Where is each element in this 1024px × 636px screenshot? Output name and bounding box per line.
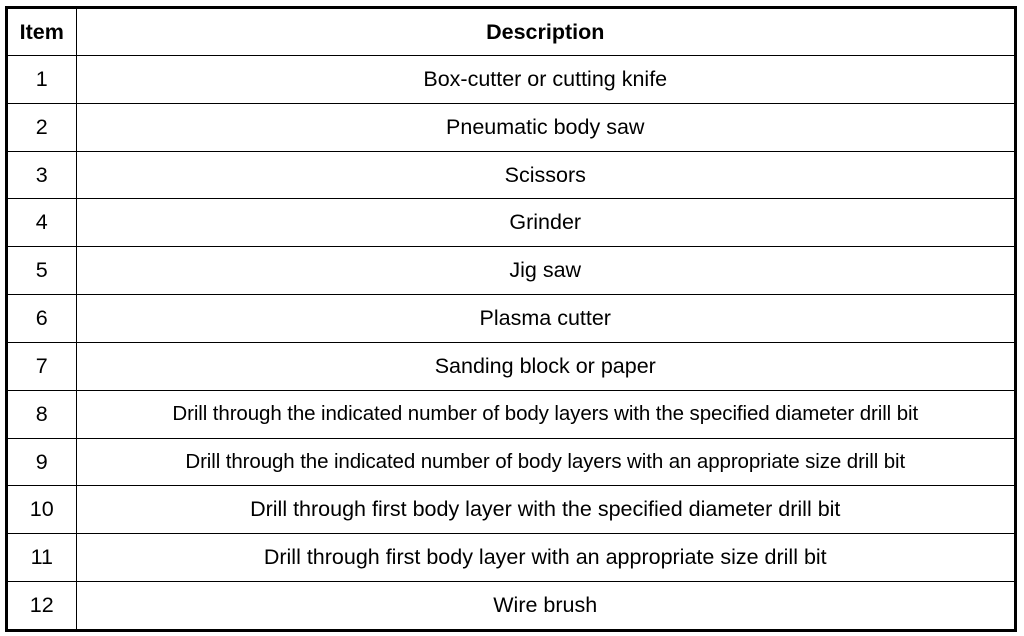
item-number: 7 [8, 342, 76, 390]
table-row [8, 247, 1014, 295]
table-row [8, 342, 1014, 390]
header-item: Item [8, 9, 76, 56]
table-row [8, 199, 1014, 247]
item-number: 8 [8, 390, 76, 438]
table-row [8, 56, 1014, 104]
item-number: 10 [8, 486, 76, 534]
item-number: 2 [8, 103, 76, 151]
item-description: Drill through the indicated number of body layers with an appropriate size drill bit [76, 438, 1014, 486]
item-number: 12 [8, 582, 76, 629]
item-description: Scissors [76, 151, 1014, 199]
item-number: 3 [8, 151, 76, 199]
header-description: Description [76, 9, 1014, 56]
item-description: Drill through first body layer with the specified diameter drill bit [76, 486, 1014, 534]
table-row [8, 582, 1014, 629]
item-number: 11 [8, 534, 76, 582]
tools-table-frame [5, 6, 1017, 632]
table-row [8, 295, 1014, 343]
item-description: Wire brush [76, 582, 1014, 629]
table-row [8, 103, 1014, 151]
table-row [8, 534, 1014, 582]
table-row [8, 486, 1014, 534]
item-description: Drill through first body layer with an appropriate size drill bit [76, 534, 1014, 582]
item-number: 4 [8, 199, 76, 247]
item-description: Plasma cutter [76, 295, 1014, 343]
table-row [8, 438, 1014, 486]
tools-table [8, 9, 1014, 629]
item-number: 9 [8, 438, 76, 486]
item-number: 1 [8, 56, 76, 104]
table-row [8, 390, 1014, 438]
item-description: Box-cutter or cutting knife [76, 56, 1014, 104]
item-description: Drill through the indicated number of body layers with the specified diameter drill bit [76, 390, 1014, 438]
item-description: Jig saw [76, 247, 1014, 295]
item-description: Grinder [76, 199, 1014, 247]
header-row [8, 9, 1014, 56]
item-description: Sanding block or paper [76, 342, 1014, 390]
item-number: 5 [8, 247, 76, 295]
table-row [8, 151, 1014, 199]
item-number: 6 [8, 295, 76, 343]
item-description: Pneumatic body saw [76, 103, 1014, 151]
